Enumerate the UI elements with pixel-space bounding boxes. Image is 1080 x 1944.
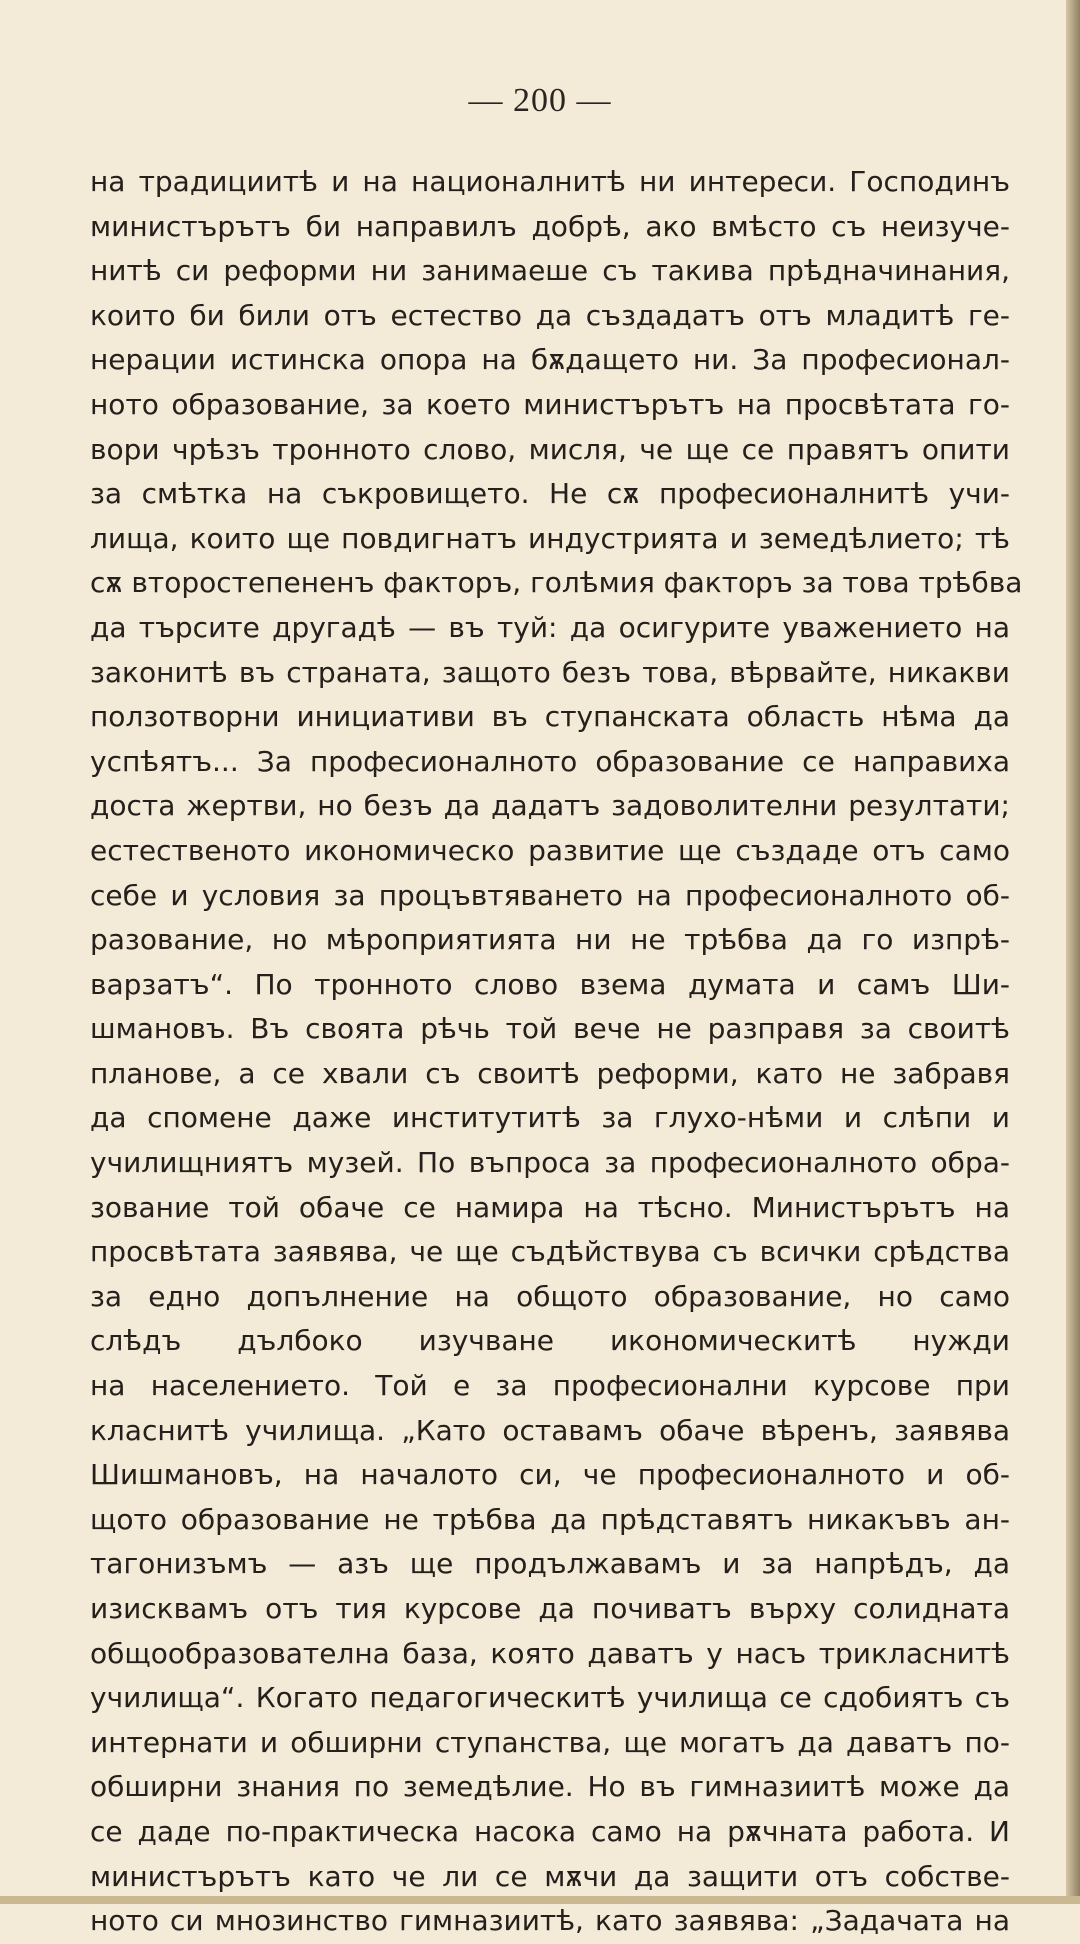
- text-line: училищниятъ музей. По въпроса за професионалното обра-: [90, 1146, 1010, 1180]
- text-line: зование той обаче се намира на тѣсно. Министърътъ на: [90, 1190, 1010, 1224]
- text-line: щото образование не трѣбва да прѣдставятъ никакъвъ ан-: [90, 1502, 1010, 1536]
- text-line: естественото икономическо развитие ще създаде отъ само: [90, 833, 1010, 867]
- text-line: ползотворни инициативи въ ступанската область нѣма да: [90, 700, 1010, 734]
- page-number: — 200 —: [468, 82, 612, 119]
- body-text: [90, 160, 1023, 1944]
- text-line: варзатъ“. По тронното слово взема думата и самъ Ши-: [90, 967, 1010, 1001]
- text-line: просвѣтата заявява, че ще съдѣйствува съ всички срѣдства: [90, 1235, 1010, 1269]
- text-line: ното си мнозинство гимназиитѣ, като заявява: „Задачата на: [90, 1904, 1010, 1938]
- text-line: които би били отъ естество да създадатъ отъ младитѣ ге-: [90, 298, 1010, 332]
- text-line: лища, които ще повдигнатъ индустрията и земедѣлието; тѣ: [90, 521, 1010, 555]
- text-line: разование, но мѣроприятията ни не трѣбва да го изпрѣ-: [90, 923, 1010, 957]
- text-line: за смѣтка на съкровището. Не сѫ професионалнитѣ учи-: [90, 477, 1010, 511]
- text-line: да търсите другадѣ — въ туй: да осигурите уважението на: [90, 610, 1010, 644]
- text-line: Шишмановъ, на началото си, че професионалното и об-: [90, 1458, 1010, 1492]
- text-line: на населението. Той е за професионални курсове при: [90, 1369, 1010, 1403]
- text-line: на традициитѣ и на националнитѣ ни интереси. Господинъ: [90, 165, 1010, 198]
- text-line: тагонизъмъ — азъ ще продължавамъ и за напрѣдъ, да: [90, 1547, 1010, 1581]
- page-edge-shadow: [1066, 0, 1080, 1904]
- text-line: класнитѣ училища. „Като оставамъ обаче вѣренъ, заявява: [90, 1413, 1010, 1447]
- text-line: общообразователна база, която даватъ у насъ трикласнитѣ: [90, 1636, 1010, 1670]
- text-line: се даде по-практическа насока само на рѫчната работа. И: [90, 1814, 1010, 1848]
- text-line: училища“. Когато педагогическитѣ училища се сдобиятъ съ: [90, 1681, 1010, 1715]
- text-line: слѣдъ дълбоко изучване икономическитѣ нужди: [90, 1324, 1010, 1358]
- text-line: изисквамъ отъ тия курсове да почиватъ върху солидната: [90, 1592, 1010, 1625]
- text-line: нитѣ си реформи ни занимаеше съ такива прѣдначинания,: [90, 254, 1010, 288]
- text-line: шмановъ. Въ своята рѣчь той вече не разправя за своитѣ: [90, 1012, 1010, 1046]
- text-line: ното образование, за което министърътъ на просвѣтата го-: [90, 387, 1010, 421]
- text-line: да спомене даже институтитѣ за глухо-нѣми и слѣпи и: [90, 1101, 1010, 1135]
- text-line: вори чрѣзъ тронното слово, мисля, че ще се правятъ опити: [90, 432, 1010, 466]
- text-line: планове, а се хвали съ своитѣ реформи, като не забравя: [90, 1056, 1010, 1090]
- text-line: интернати и обширни ступанства, ще могатъ да даватъ по-: [90, 1725, 1010, 1759]
- text-line: нерации истинска опора на бѫдащето ни. За професионал-: [90, 343, 1010, 377]
- text-line: министърътъ като че ли се мѫчи да защити отъ собстве-: [90, 1859, 1010, 1893]
- text-line: себе и условия за процъвтяването на професионалното об-: [90, 878, 1010, 912]
- text-line: законитѣ въ страната, защото безъ това, вѣрвайте, никакви: [90, 655, 1010, 689]
- text-line: сѫ второстепененъ факторъ, голѣмия факторъ за това трѣбва: [90, 566, 1023, 600]
- text-line: за едно допълнение на общото образование, но само: [90, 1279, 1010, 1313]
- text-line: министърътъ би направилъ добрѣ, ако вмѣсто съ неизуче-: [90, 209, 1010, 243]
- text-line: обширни знания по земедѣлие. Но въ гимназиитѣ може да: [90, 1770, 1010, 1804]
- text-line: успѣятъ... За професионалното образование се направиха: [90, 744, 1010, 778]
- text-line: доста жертви, но безъ да дадатъ задоволителни резултати;: [90, 789, 1010, 823]
